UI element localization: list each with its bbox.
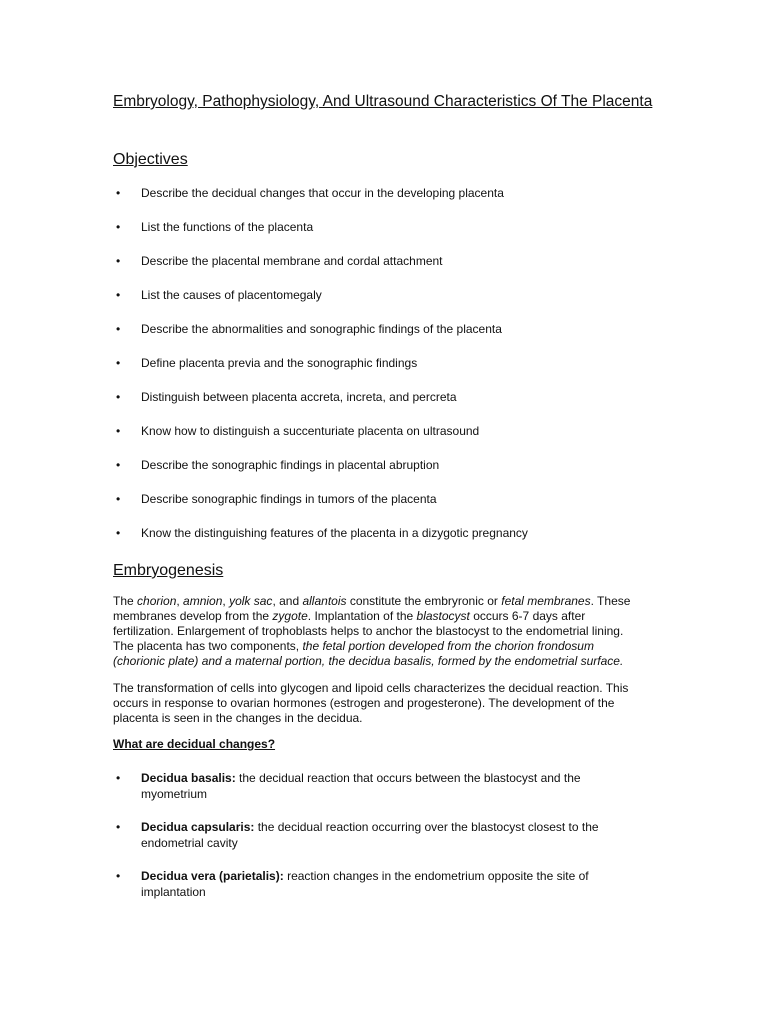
bullet-icon: • xyxy=(116,869,121,883)
decidual-definitions-list xyxy=(113,770,673,917)
objective-item xyxy=(113,489,713,523)
objective-item xyxy=(113,217,713,251)
term-blastocyst: blastocyst xyxy=(416,609,470,623)
paragraph-line: The transformation of cells into glycogen and lipoid cells characterizes the decidual reaction. This xyxy=(113,681,629,695)
definition-item xyxy=(113,770,673,819)
bullet-icon: • xyxy=(116,820,121,834)
bullet-icon: • xyxy=(116,390,121,404)
definition-item xyxy=(113,868,673,917)
objective-item xyxy=(113,387,713,421)
term-fetal-membranes: fetal membranes xyxy=(501,594,591,608)
objective-text: Describe the decidual changes that occur in the developing placenta xyxy=(141,186,504,200)
paragraph-line xyxy=(113,639,643,654)
paragraph-line xyxy=(113,609,643,624)
paragraph-line: fertilization. Enlargement of trophoblasts helps to anchor the blastocyst to the endometrial lining. xyxy=(113,624,624,638)
term-amnion: amnion xyxy=(183,594,223,608)
objective-text: List the causes of placentomegaly xyxy=(141,288,322,302)
text-run: constitute the embryronic or xyxy=(346,594,502,608)
objective-text: Define placenta previa and the sonographic findings xyxy=(141,356,418,370)
bullet-icon: • xyxy=(116,492,121,506)
bullet-icon: • xyxy=(116,424,121,438)
italic-run: the fetal portion developed from the chorion frondosum xyxy=(302,639,594,653)
objective-item xyxy=(113,183,713,217)
decidual-changes-subheading: What are decidual changes? xyxy=(113,737,276,751)
text-run: . These xyxy=(590,594,631,608)
term-yolk-sac: yolk sac xyxy=(229,594,273,608)
text-run: , xyxy=(222,594,230,608)
objective-item xyxy=(113,455,713,489)
paragraph-line xyxy=(113,654,643,669)
definition-desc: the decidual reaction that occurs between the blastocyst and the myometrium xyxy=(141,771,581,801)
italic-run: (chorionic plate) and a maternal portion, the decidua basalis, formed by the endometrial surface. xyxy=(113,654,624,668)
embryogenesis-paragraph-1 xyxy=(113,594,643,669)
text-run: . Implantation of the xyxy=(307,609,417,623)
objective-text: Describe the sonographic findings in placental abruption xyxy=(141,458,440,472)
bullet-icon: • xyxy=(116,771,121,785)
bullet-icon: • xyxy=(116,458,121,472)
definition-body xyxy=(141,770,641,802)
bullet-icon: • xyxy=(116,220,121,234)
document-title: Embryology, Pathophysiology, And Ultrasound Characteristics Of The Placenta xyxy=(113,93,653,110)
objective-text: Know how to distinguish a succenturiate placenta on ultrasound xyxy=(141,424,480,438)
objective-item xyxy=(113,285,713,319)
definition-desc: reaction changes in the endometrium opposite the site of implantation xyxy=(141,869,589,899)
objective-item xyxy=(113,251,713,285)
bullet-icon: • xyxy=(116,322,121,336)
objective-item xyxy=(113,319,713,353)
text-run: occurs 6-7 days after xyxy=(469,609,586,623)
objective-item xyxy=(113,421,713,455)
bullet-icon: • xyxy=(116,254,121,268)
embryogenesis-paragraph-2 xyxy=(113,681,643,726)
definition-term: Decidua capsularis: xyxy=(141,820,255,834)
paragraph-line: occurs in response to ovarian hormones (estrogen and progesterone). The development of the xyxy=(113,696,615,710)
definition-term: Decidua vera (parietalis): xyxy=(141,869,284,883)
objectives-list xyxy=(113,183,713,557)
definition-body xyxy=(141,868,641,900)
paragraph-line xyxy=(113,594,643,609)
paragraph-line: placenta is seen in the changes in the decidua. xyxy=(113,711,363,725)
term-allantois: allantois xyxy=(302,594,347,608)
objective-item xyxy=(113,523,713,557)
objective-text: Know the distinguishing features of the placenta in a dizygotic pregnancy xyxy=(141,526,528,540)
objective-text: Describe sonographic findings in tumors of the placenta xyxy=(141,492,437,506)
objective-text: Distinguish between placenta accreta, increta, and percreta xyxy=(141,390,457,404)
definition-item xyxy=(113,819,673,868)
text-run: The xyxy=(113,594,138,608)
objective-text: Describe the placental membrane and cordal attachment xyxy=(141,254,443,268)
term-zygote: zygote xyxy=(272,609,308,623)
definition-desc: the decidual reaction occurring over the blastocyst closest to the endometrial cavity xyxy=(141,820,599,850)
text-run: membranes develop from the xyxy=(113,609,273,623)
bullet-icon: • xyxy=(116,186,121,200)
text-run: , xyxy=(176,594,184,608)
objective-text: List the functions of the placenta xyxy=(141,220,314,234)
bullet-icon: • xyxy=(116,288,121,302)
objective-item xyxy=(113,353,713,387)
definition-term: Decidua basalis: xyxy=(141,771,236,785)
objective-text: Describe the abnormalities and sonographic findings of the placenta xyxy=(141,322,502,336)
bullet-icon: • xyxy=(116,356,121,370)
term-chorion: chorion xyxy=(137,594,177,608)
objectives-heading: Objectives xyxy=(113,151,188,168)
definition-body xyxy=(141,819,641,851)
text-run: , and xyxy=(272,594,303,608)
text-run: The placenta has two components, xyxy=(113,639,303,653)
embryogenesis-heading: Embryogenesis xyxy=(113,562,224,579)
bullet-icon: • xyxy=(116,526,121,540)
